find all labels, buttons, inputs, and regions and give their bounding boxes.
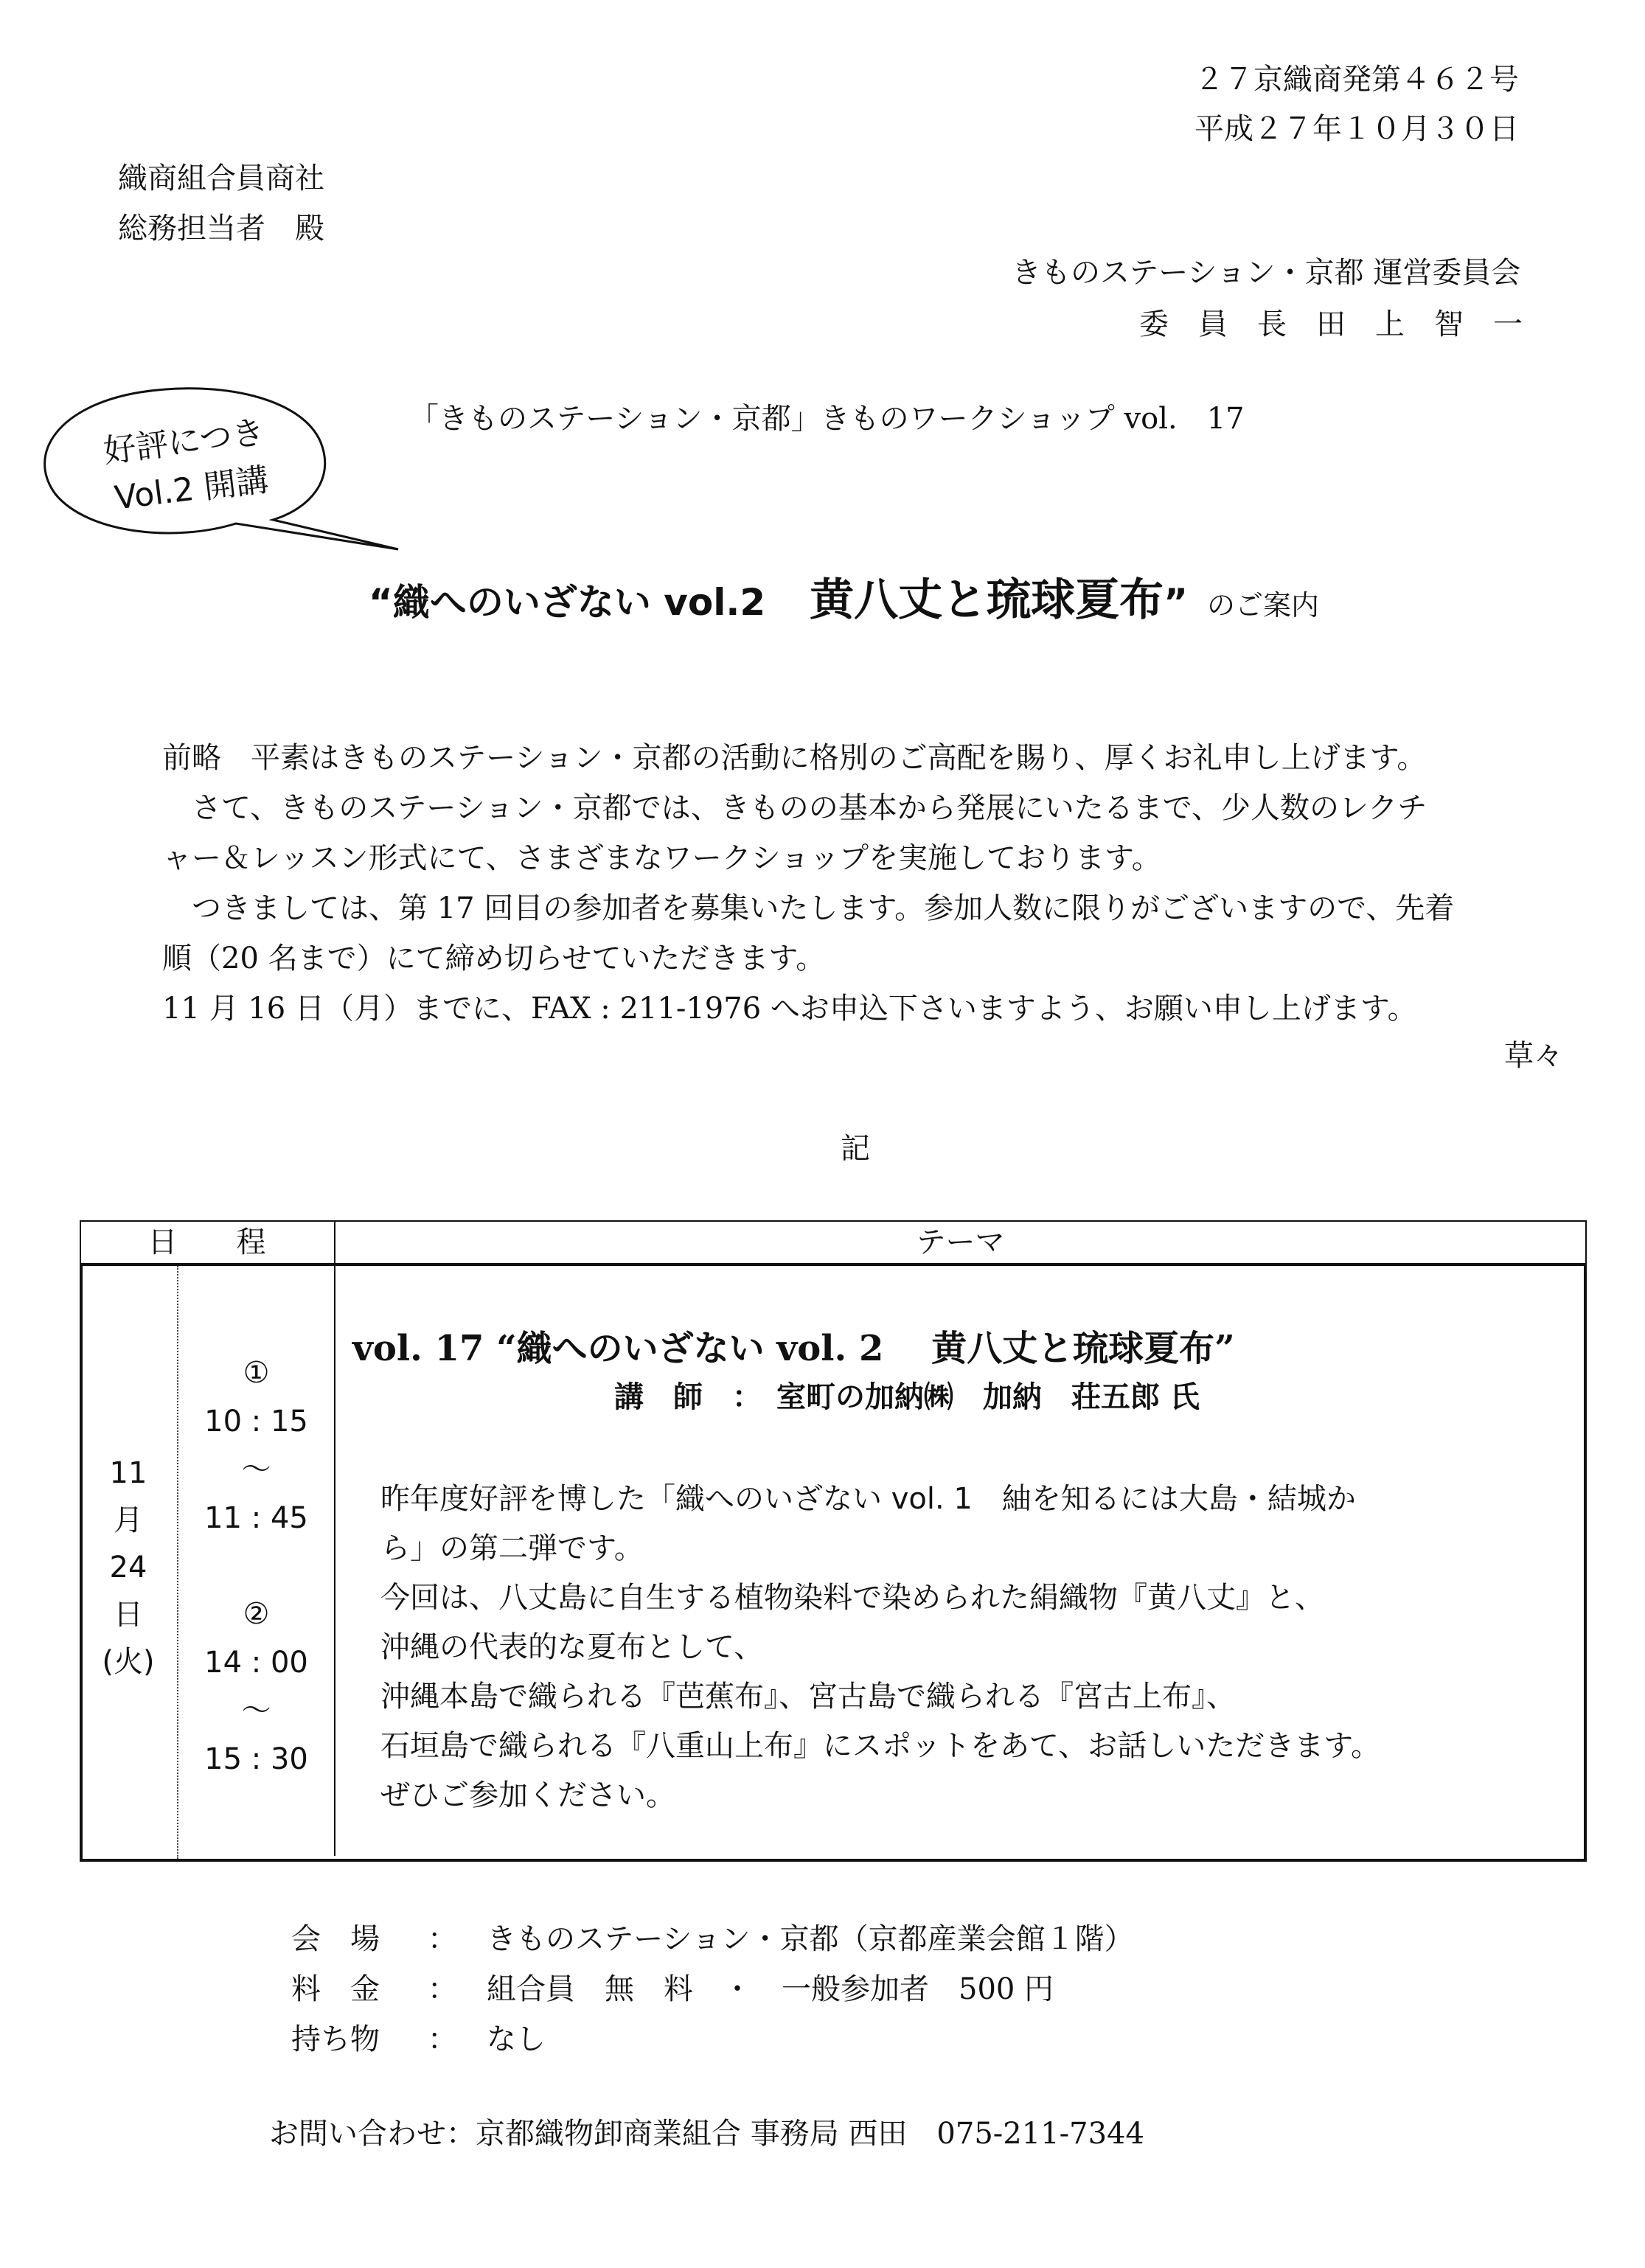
description-line-1: 昨年度好評を博した「織へのいざない vol. 1 紬を知るには大島・結城か <box>380 1482 1356 1516</box>
session-1-end: 11 : 45 <box>204 1501 308 1535</box>
description-line-6: 石垣島で織られる『八重山上布』にスポットをあて、お話しいただきます。 <box>380 1729 1380 1763</box>
session-2-tilde: ～ <box>241 1694 271 1728</box>
venue-value: きものステーション・京都（京都産業会館１階） <box>487 1922 1134 1956</box>
table-top-border <box>80 1220 1587 1222</box>
session-2-end: 15 : 30 <box>204 1742 308 1776</box>
body-line-4: つきましては、第 17 回目の参加者を募集いたします。参加人数に限りがございますので、先着 <box>162 891 1455 925</box>
schedule-table <box>80 1220 1587 1862</box>
description-line-5: 沖縄本島で織られる『芭蕉布』、宮古島で織られる『宮古上布』、 <box>380 1680 1236 1714</box>
title-main-part-1: 織へのいざない vol.2 <box>392 581 766 624</box>
items-label: 持ち物 <box>291 2022 380 2056</box>
date-month-char: 月 <box>114 1503 143 1537</box>
bubble-text-line-2: Vol.2 開講 <box>112 461 271 518</box>
items-value: なし <box>487 2022 546 2056</box>
date-day-value: 24 <box>109 1551 147 1585</box>
document-date: 平成２７年１０月３０日 <box>1194 112 1519 146</box>
date-day-char: 日 <box>114 1598 143 1632</box>
body-line-6: 11 月 16 日（月）までに、FAX : 211-1976 へお申込下さいますよう、お願い申し上げます。 <box>162 992 1417 1026</box>
theme-title: vol. 17 “織へのいざない vol. 2 黄八丈と琉球夏布” <box>352 1328 1235 1369</box>
fee-colon: ： <box>428 1972 457 2006</box>
contact-line: お問い合わせ：京都織物卸商業組合 事務局 西田 075-211-7344 <box>269 2117 1144 2151</box>
session-1-tilde: ～ <box>241 1453 271 1486</box>
description-line-4: 沖縄の代表的な夏布として、 <box>380 1630 764 1664</box>
session-2-mark: ② <box>243 1597 270 1631</box>
sender-name: 委 員 長 田 上 智 一 <box>1139 307 1523 341</box>
sender-organization: きものステーション・京都 運営委員会 <box>1012 256 1521 290</box>
description-line-2: ら」の第二弾です。 <box>380 1531 644 1565</box>
title-suffix: のご案内 <box>1207 589 1320 622</box>
title-quote-close: ” <box>1164 581 1189 624</box>
description-line-7: ぜひご参加ください。 <box>380 1778 675 1812</box>
body-line-1: 前略 平素はきものステーション・京都の活動に格別のご高配を賜り、厚くお礼申し上げます。 <box>162 741 1427 775</box>
ki-mark: 記 <box>841 1132 870 1166</box>
table-header-right-border <box>1585 1220 1587 1265</box>
description-line-3: 今回は、八丈島に自生する植物染料で染められた絹織物『黄八丈』と、 <box>380 1581 1324 1615</box>
title-main-part-2: 黄八丈と琉球夏布 <box>810 574 1164 626</box>
main-title <box>369 565 1319 628</box>
recipient-line-1: 織商組合員商社 <box>118 161 324 195</box>
table-header-date: 日 程 <box>147 1225 266 1259</box>
title-quote-open: “ <box>369 581 393 624</box>
session-1-mark: ① <box>243 1356 270 1390</box>
bubble-text-line-1: 好評につき <box>101 413 267 471</box>
venue-colon: ： <box>428 1922 457 1956</box>
body-line-3: ャー＆レッスン形式にて、さまざまなワークショップを実施しております。 <box>162 841 1161 875</box>
session-2-start: 14 : 00 <box>204 1646 308 1680</box>
document-number: ２７京織商発第４６２号 <box>1194 63 1519 97</box>
body-line-2: さて、きものステーション・京都では、きものの基本から発展にいたるまで、少人数のレクチ <box>162 791 1427 825</box>
body-line-5: 順（20 名まで）にて締め切らせていただきます。 <box>162 942 826 975</box>
recipient-line-2: 総務担当者 殿 <box>118 212 324 246</box>
fee-value: 組合員 無 料 ・ 一般参加者 500 円 <box>487 1972 1054 2006</box>
date-day-number: 11 <box>109 1456 147 1490</box>
table-body-divider <box>334 1266 335 1856</box>
closing-phrase: 草々 <box>1504 1039 1563 1073</box>
workshop-subtitle: 「きものステーション・京都」きものワークショップ vol. 17 <box>409 402 1245 436</box>
session-1-start: 10 : 15 <box>204 1405 308 1439</box>
table-header-theme: テーマ <box>916 1225 1005 1259</box>
items-colon: ： <box>428 2022 457 2056</box>
date-weekday: (火) <box>102 1645 155 1679</box>
venue-label: 会 場 <box>291 1922 380 1956</box>
lecturer-line: 講 師 ： 室町の加納㈱ 加納 荘五郎 氏 <box>614 1380 1200 1414</box>
fee-label: 料 金 <box>291 1972 380 2006</box>
